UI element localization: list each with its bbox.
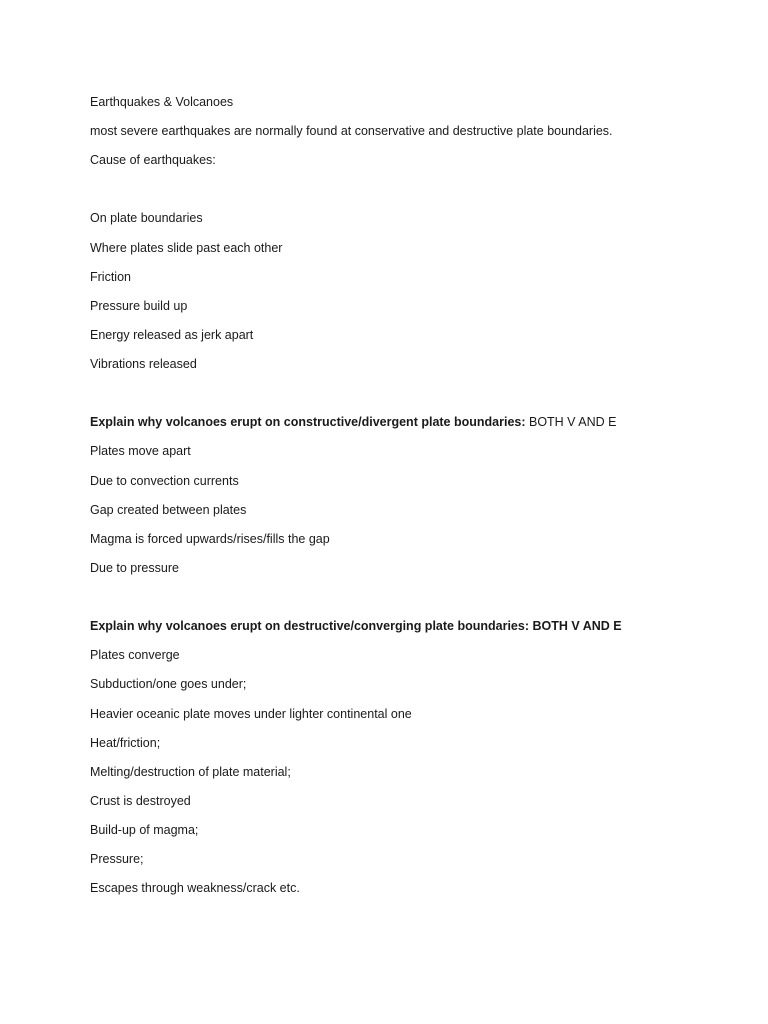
destructive-point: Melting/destruction of plate material; (90, 765, 291, 779)
constructive-question: Explain why volcanoes erupt on constructive/divergent plate boundaries: (90, 415, 526, 429)
destructive-heading: Explain why volcanoes erupt on destructive/converging plate boundaries: BOTH V AND E (90, 619, 622, 633)
cause-item: Vibrations released (90, 357, 197, 371)
cause-item: Pressure build up (90, 299, 188, 313)
destructive-point: Escapes through weakness/crack etc. (90, 881, 300, 895)
destructive-point: Subduction/one goes under; (90, 677, 247, 691)
constructive-point: Magma is forced upwards/rises/fills the gap (90, 532, 330, 546)
destructive-point: Pressure; (90, 852, 144, 866)
destructive-point: Crust is destroyed (90, 794, 191, 808)
destructive-point: Heavier oceanic plate moves under lighter continental one (90, 707, 412, 721)
cause-item: Energy released as jerk apart (90, 328, 254, 342)
destructive-point: Build-up of magma; (90, 823, 199, 837)
cause-item: Where plates slide past each other (90, 241, 283, 255)
document-title: Earthquakes & Volcanoes (90, 95, 234, 109)
constructive-point: Due to convection currents (90, 474, 239, 488)
constructive-heading (90, 414, 617, 430)
cause-item: Friction (90, 270, 131, 284)
destructive-point: Plates converge (90, 648, 180, 662)
cause-item: On plate boundaries (90, 211, 203, 225)
constructive-tag: BOTH V AND E (525, 415, 617, 429)
constructive-point: Due to pressure (90, 561, 179, 575)
constructive-point: Gap created between plates (90, 503, 247, 517)
destructive-point: Heat/friction; (90, 736, 161, 750)
constructive-point: Plates move apart (90, 444, 191, 458)
intro-text: most severe earthquakes are normally found at conservative and destructive plate boundaries. (90, 124, 613, 138)
cause-heading: Cause of earthquakes: (90, 153, 216, 167)
